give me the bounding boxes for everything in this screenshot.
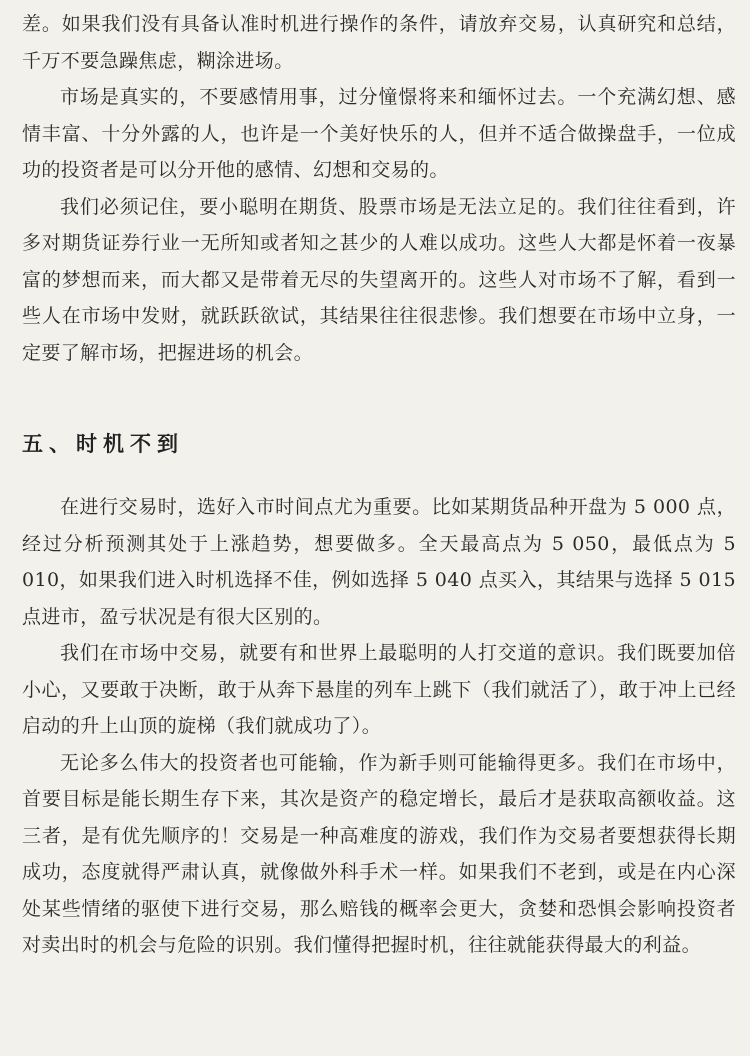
paragraph: 我们必须记住，要小聪明在期货、股票市场是无法立足的。我们往往看到，许多对期货证券行业一无所知或者知之甚少的人难以成功。这些人大都是怀着一夜暴富的梦想而来，而大都又是带着无尽的失望离开的。这些人对市场不了解，看到一些人在市场中发财，就跃跃欲试，其结果往往很悲惨。我们想要在市场中立身，一定要了解市场，把握进场的机会。	[22, 195, 736, 364]
section-heading: 五、时机不到	[22, 432, 184, 456]
paragraph: 我们在市场中交易，就要有和世界上最聪明的人打交道的意识。我们既要加倍小心，又要敢于决断，敢于从奔下悬崖的列车上跳下（我们就活了），敢于冲上已经启动的升上山顶的旋梯（我们就成功了）。	[22, 642, 736, 737]
paragraph: 市场是真实的，不要感情用事，过分憧憬将来和缅怀过去。一个充满幻想、感情丰富、十分外露的人，也许是一个美好快乐的人，但并不适合做操盘手，一位成功的投资者是可以分开他的感情、幻想和交易的。	[22, 86, 736, 181]
paragraph-continuation: 差。如果我们没有具备认准时机进行操作的条件，请放弃交易，认真研究和总结，千万不要急躁焦虑，糊涂进场。	[22, 13, 736, 72]
paragraph: 无论多么伟大的投资者也可能输，作为新手则可能输得更多。我们在市场中，首要目标是能长期生存下来，其次是资产的稳定增长，最后才是获取高额收益。这三者，是有优先顺序的！交易是一种高难度的游戏，我们作为交易者要想获得长期成功，态度就得严肃认真，就像做外科手术一样。如果我们不老到，或是在内心深处某些情绪的驱使下进行交易，那么赔钱的概率会更大，贪婪和恐惧会影响投资者对卖出时的机会与危险的识别。我们懂得把握时机，往往就能获得最大的利益。	[22, 751, 736, 956]
paragraph: 在进行交易时，选好入市时间点尤为重要。比如某期货品种开盘为 5 000 点，经过分析预测其处于上涨趋势，想要做多。全天最高点为 5 050，最低点为 5 010，如果我们进入时机选择不佳，例如选择 5 040 点买入，其结果与选择 5 015 点进市，盈亏状况是有很大区别的。	[22, 496, 736, 628]
